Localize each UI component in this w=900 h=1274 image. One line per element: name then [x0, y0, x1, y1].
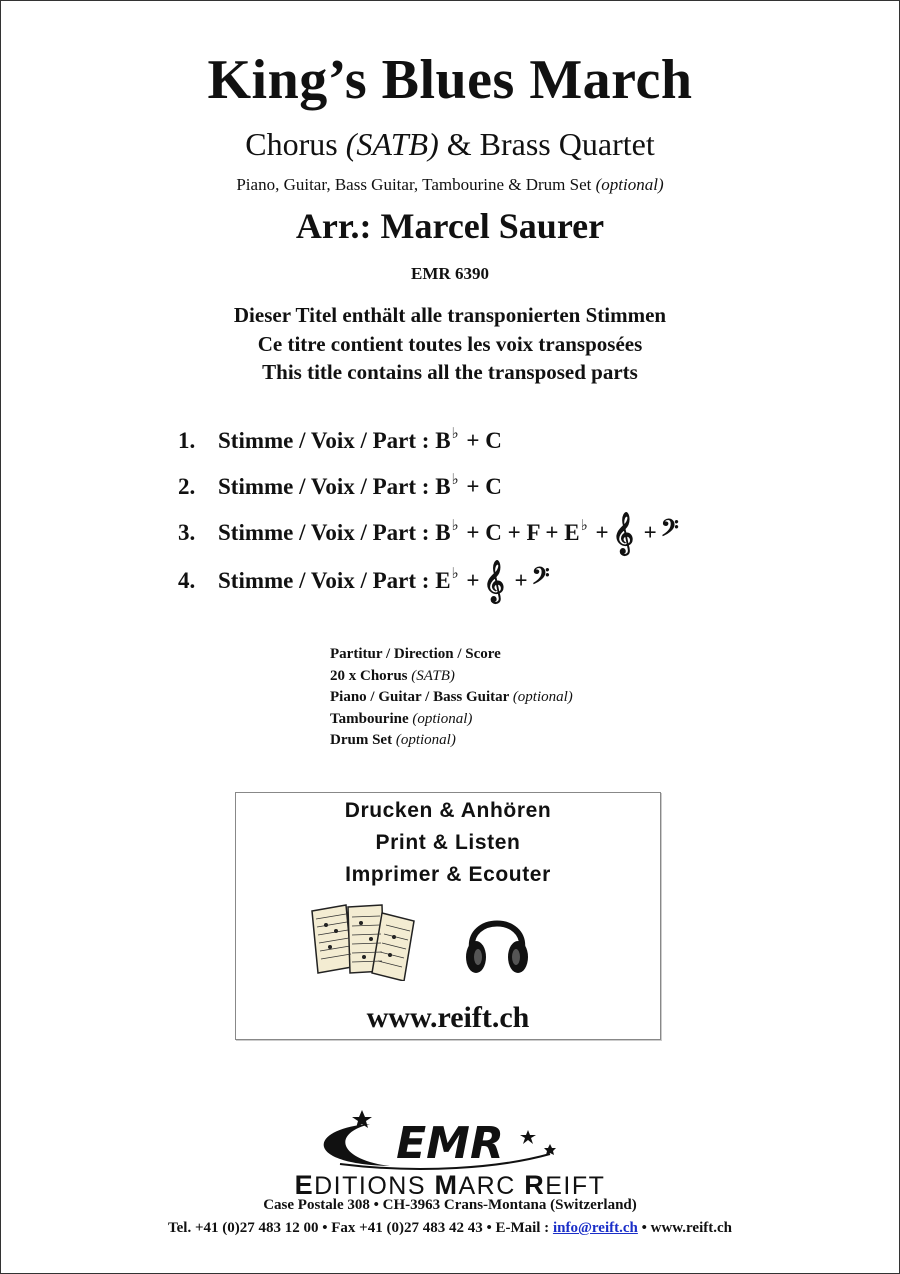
subtitle: Chorus (SATB) & Brass Quartet: [245, 126, 655, 162]
part-row-1: 1. Stimme / Voix / Part : B♭ + C: [178, 426, 502, 453]
part-row-4: 4. Stimme / Voix / Part : E♭ + 𝄞 + 𝄢: [178, 561, 550, 602]
headphones-icon: [464, 901, 530, 981]
print-listen-box[interactable]: [235, 792, 661, 1040]
promo-line-fr: Imprimer & Ecouter: [345, 863, 551, 886]
promo-url-link[interactable]: www.reift.ch: [366, 1001, 530, 1034]
catalog-number: EMR 6390: [411, 264, 489, 283]
promo-line-de: Drucken & Anhören: [344, 799, 552, 822]
list-item: Partitur / Direction / Score: [330, 646, 501, 662]
part-row-2: 2. Stimme / Voix / Part : B♭ + C: [178, 472, 502, 499]
page-title: King’s Blues March: [207, 49, 693, 111]
promo-line-en: Print & Listen: [375, 831, 521, 854]
list-item: Piano / Guitar / Bass Guitar (optional): [330, 689, 573, 705]
list-item: Drum Set (optional): [330, 732, 456, 748]
treble-clef-icon: 𝄞: [483, 561, 505, 602]
svg-text:EMR: EMR: [396, 1118, 504, 1169]
part-row-3: 3. Stimme / Voix / Part : B♭ + C + F + E♭ + 𝄞 + 𝄢: [178, 513, 679, 554]
bass-clef-icon: 𝄢: [660, 514, 679, 547]
contents-list: [330, 644, 573, 752]
email-link[interactable]: info@reift.ch: [552, 1220, 638, 1236]
publisher-address: Case Postale 308 • CH-3963 Crans-Montana (Switzerland): [263, 1197, 637, 1213]
note-german: Dieser Titel enthält alle transponierten Stimmen: [233, 303, 667, 327]
emr-logo: [300, 1104, 570, 1174]
note-english: This title contains all the transposed parts: [262, 360, 638, 384]
arranger: Arr.: Marcel Saurer: [295, 206, 605, 246]
instrument-list: Piano, Guitar, Bass Guitar, Tambourine & Drum Set (optional): [236, 175, 664, 194]
treble-clef-icon: 𝄞: [612, 513, 634, 554]
list-item: 20 x Chorus (SATB): [330, 667, 455, 684]
note-french: Ce titre contient toutes les voix transposées: [257, 332, 643, 356]
publisher-contact: Tel. +41 (0)27 483 12 00 • Fax +41 (0)27 483 42 43 • E-Mail : info@reift.ch • www.reift.ch: [168, 1220, 732, 1236]
list-item: Tambourine (optional): [330, 710, 473, 727]
publisher-name: EDITIONS MARC REIFT: [294, 1170, 606, 1200]
sheet-music-icon: [306, 901, 424, 981]
bass-clef-icon: 𝄢: [531, 562, 550, 595]
